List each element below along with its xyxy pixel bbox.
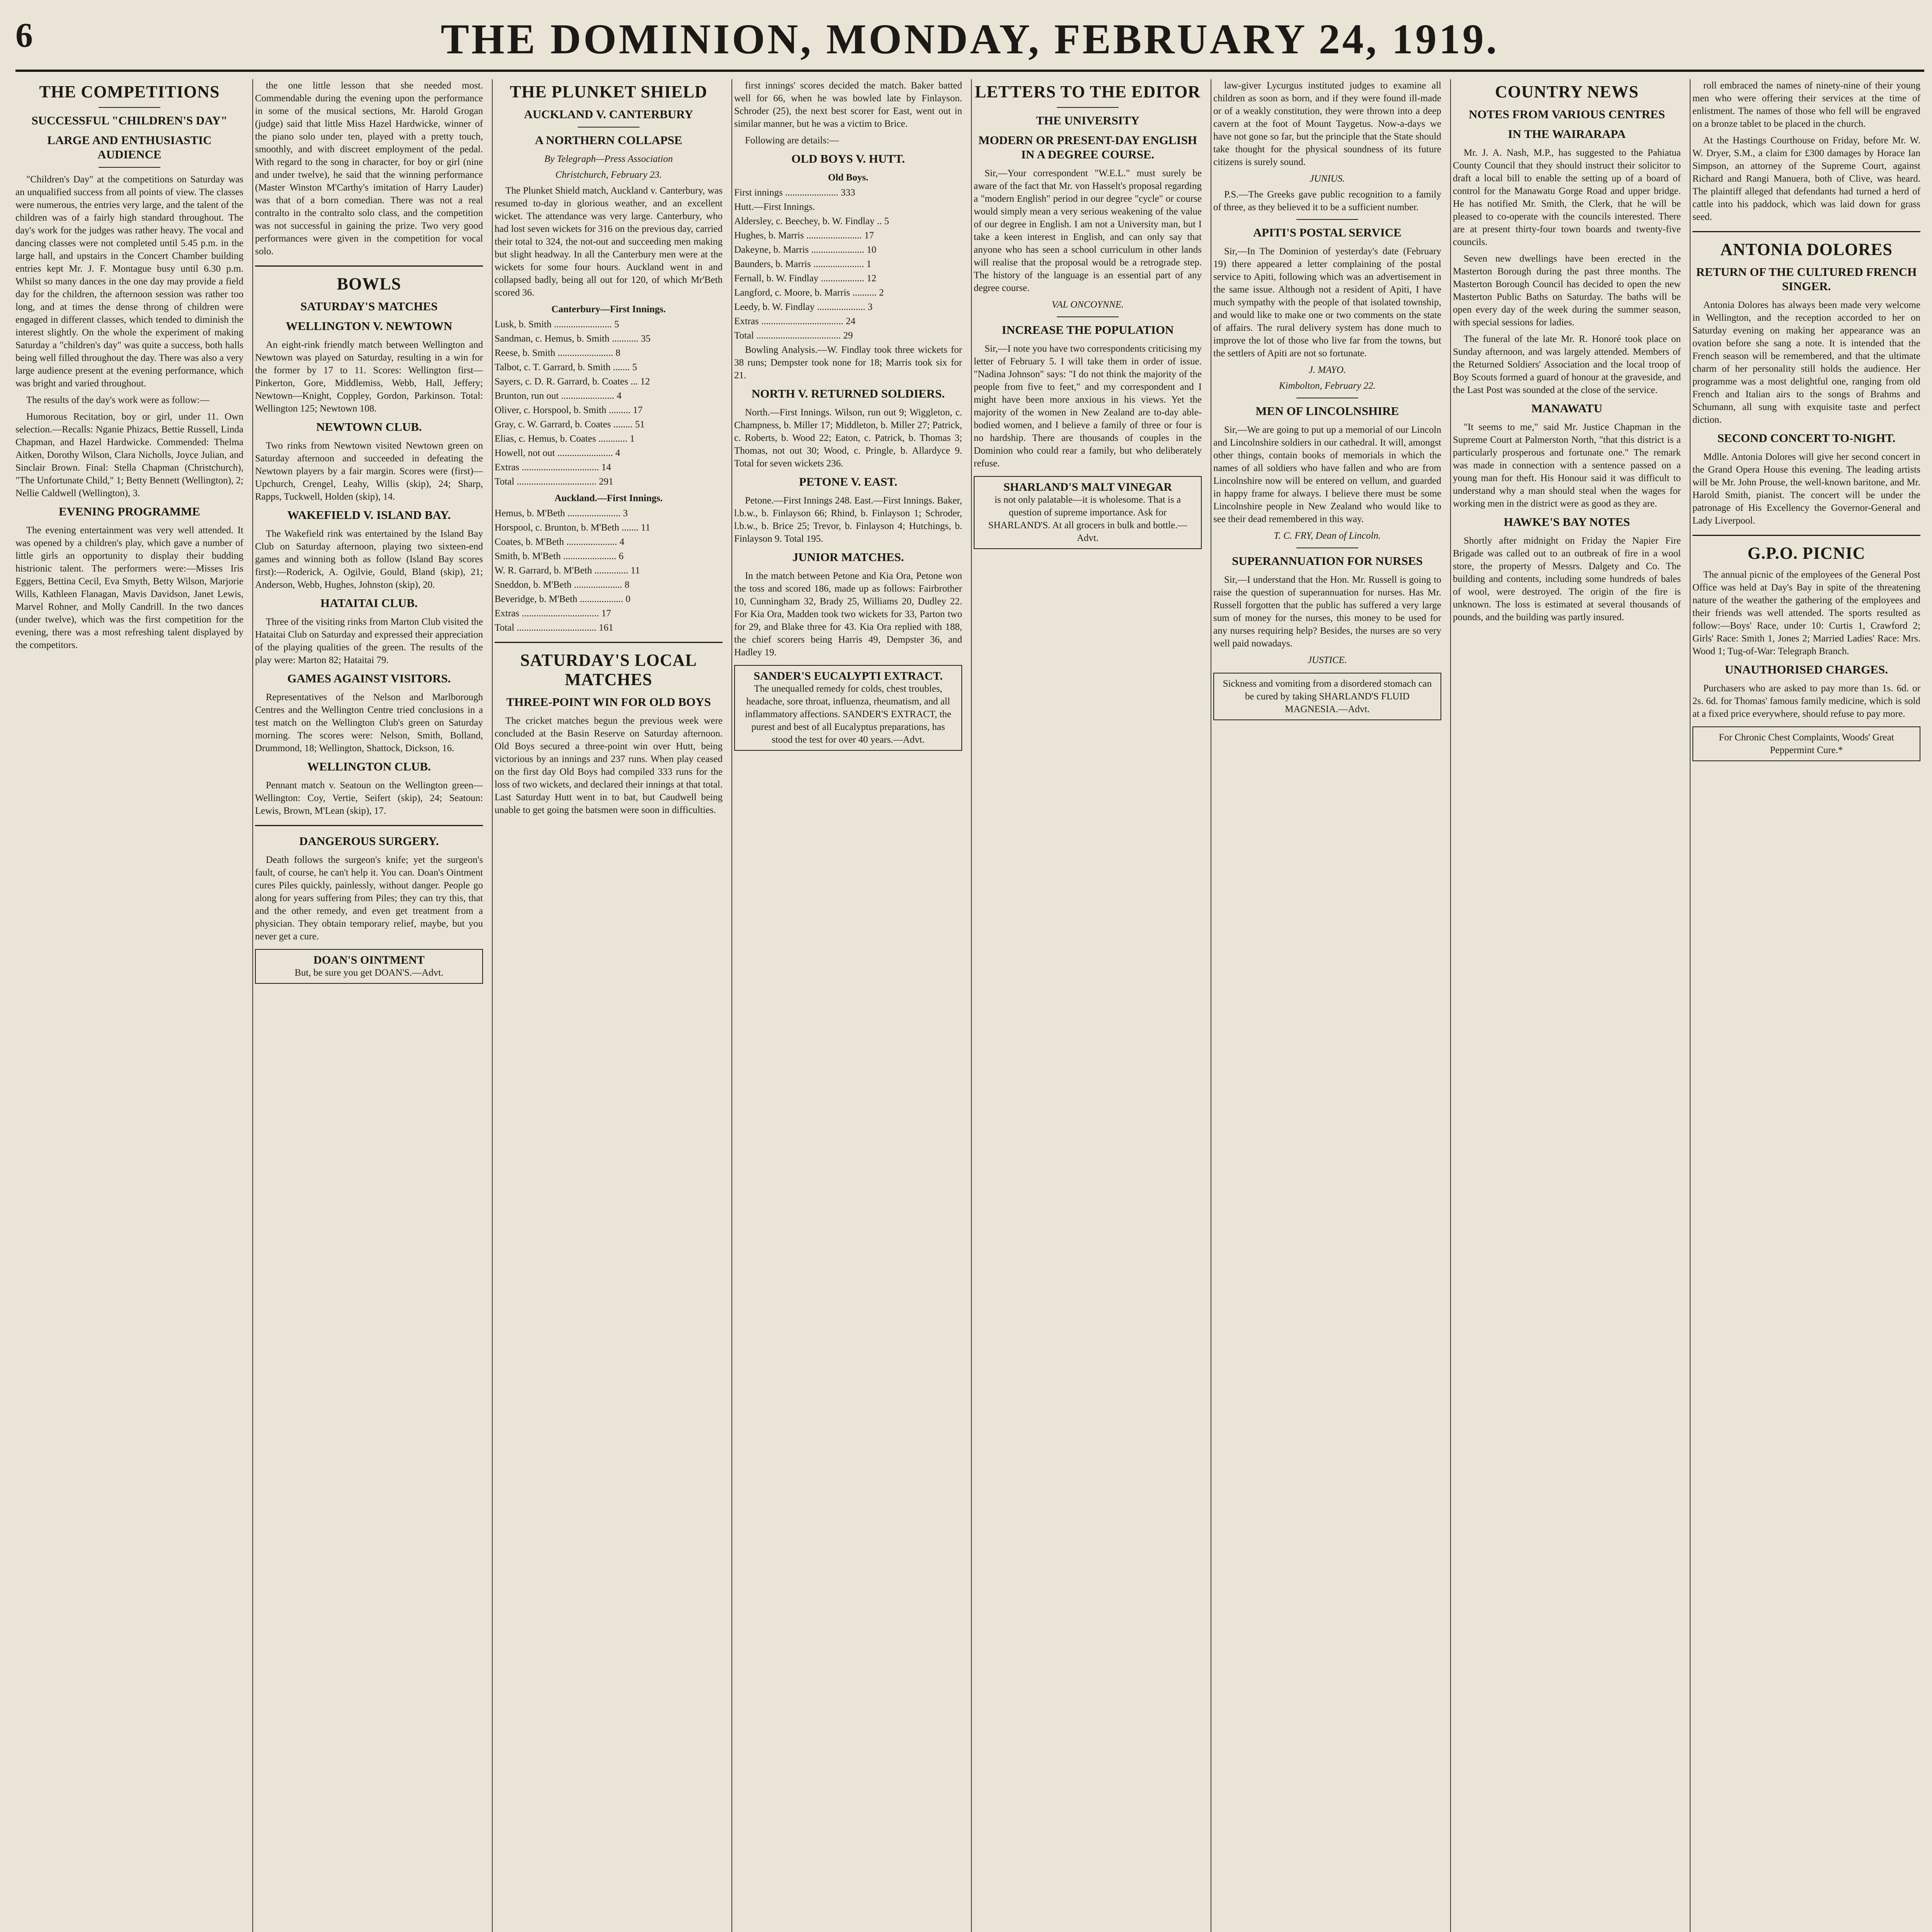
scorecard-line: Sneddon, b. M'Beth .................... 8 bbox=[495, 580, 629, 590]
masthead bbox=[15, 12, 1924, 72]
divider bbox=[578, 127, 639, 128]
columns bbox=[15, 79, 1924, 1932]
article-paragraph: The Plunket Shield match, Auckland v. Canterbury, was resumed to-day in glorious weather, and an excellent wicket. The attendance was very large. Canterbury, who had lost seven wickets for 316 on the previous day, carried their total to 324, the not-out and succeeding men making but slight headway. In all the Canterbury men were at the wickets for some four hours. Auckland went in and collapsed badly, being all out for 120, of which Mr'Beth scored 36. bbox=[495, 185, 723, 298]
plunket-subheading: AUCKLAND V. CANTERBURY bbox=[524, 107, 693, 121]
article-paragraph: Purchasers who are asked to pay more than 1s. 6d. or 2s. 6d. for Thomas' famous family medicine, which is sold at a fixed price everywhere, should refuse to pay more. bbox=[1692, 683, 1920, 719]
letter-heading: THE UNIVERSITY bbox=[1036, 114, 1139, 127]
scorecard-line: W. R. Garrard, b. M'Beth .............. 11 bbox=[495, 565, 640, 576]
article-paragraph: Death follows the surgeon's knife; yet the surgeon's fault, of course, he can't help it. You can. Doan's Ointment cures Piles quickly, painlessly, without danger. People go along for years suffering from Piles; they can try this, that and the other remedy, and even get treatment from a physician. They obtain temporary relief, maybe, but you never get a cure. bbox=[255, 855, 483, 942]
scorecard-heading: Auckland.—First Innings. bbox=[554, 493, 663, 503]
divider bbox=[1692, 231, 1920, 232]
club-heading: NEWTOWN CLUB. bbox=[316, 420, 422, 434]
club-heading: GAMES AGAINST VISITORS. bbox=[287, 672, 451, 685]
newspaper-page bbox=[15, 12, 1924, 1932]
letter-heading: APITI'S POSTAL SERVICE bbox=[1253, 226, 1402, 239]
letter-signature: JUSTICE. bbox=[1307, 655, 1347, 665]
article-paragraph: The results of the day's work were as follow:— bbox=[26, 395, 209, 405]
region-heading: HAWKE'S BAY NOTES bbox=[1503, 515, 1630, 529]
scorecard-line: Elias, c. Hemus, b. Coates ............ 1 bbox=[495, 434, 635, 444]
scorecard-line: Aldersley, c. Beechey, b. W. Findlay .. 5 bbox=[734, 216, 889, 226]
divider bbox=[99, 107, 160, 108]
scorecard-line: Howell, not out ....................... 4 bbox=[495, 448, 620, 458]
scorecard-line: Leedy, b. W. Findlay .................... 3 bbox=[734, 302, 873, 312]
letter-paragraph: law-giver Lycurgus instituted judges to examine all children as soon as born, and if they were found ill-made or of a weakly constitution, they were thrown into a deep cavern at the foot of Mount Taygetus. Now-a-days we have not gone so far, but the principle that the State should take thought for the physical soundness of its future citizens is surely sound. bbox=[1213, 80, 1441, 167]
column-rule bbox=[1450, 79, 1451, 1932]
column-8 bbox=[1692, 79, 1920, 1932]
scorecard-line: Coates, b. M'Beth ..................... 4 bbox=[495, 537, 624, 547]
column-3 bbox=[495, 79, 723, 1932]
article-paragraph: The annual picnic of the employees of the General Post Office was held at Day's Bay in spite of the threatening nature of the weather the gathering of the employees and their friends was well attended. The sports resulted as follow:—Boys' Race, under 10: Curtis 1, Crawford 2; Girls' Race: Smith 1, Jones 2; Married Ladies' Race: Mrs. Wood 1; Tug-of-War: Telegraph Branch. bbox=[1692, 570, 1920, 656]
letter-place: Kimbolton, February 22. bbox=[1279, 381, 1376, 391]
article-paragraph: Following are details:— bbox=[745, 135, 839, 146]
letter-paragraph: Sir,—I understand that the Hon. Mr. Russell is going to raise the question of superannuation for nurses. Has Mr. Russell forgotten that the public has suffered a very large sum of money for the nurses, this money to be used for any nurses requiring help? Besides, the nurses are so very well paid nowadays. bbox=[1213, 575, 1441, 649]
divider bbox=[1057, 107, 1119, 108]
page-number: 6 bbox=[15, 16, 33, 54]
article-paragraph: Antonia Dolores has always been made very welcome in Wellington, and the reception accorded to her on Saturday evening on making her appearance was an ovation before she sang a note. It is intended that the French season will be remembered, and that the ultimate charm of her personality still holds the audience. Her programme was a most delightful one, ranging from old French and Italian airs to the songs of Brahms and Schumann, all sung with exquisite taste and perfect diction. bbox=[1692, 300, 1920, 425]
article-paragraph: North.—First Innings. Wilson, run out 9; Wiggleton, c. Champness, b. Miller 17; Middleton, b. Miller 27; Patrick, c. Roberts, b. Wood 22; Eaton, c. Patrick, b. Thomas 3; Thomas, not out 30; Wood, c. Pringle, b. Allardyce 9. Total for seven wickets 236. bbox=[734, 407, 962, 469]
ad-body: For Chronic Chest Complaints, Woods' Great Peppermint Cure.* bbox=[1719, 732, 1894, 755]
article-paragraph: Petone.—First Innings 248. East.—First Innings. Baker, l.b.w., b. Finlayson 66; Rhind, b. Finlayson 1; Schroder, l.b.w., b. Brice 25; Trevor, b. Finlayson 4; Hutchings, b. Finlayson 9. Total 195. bbox=[734, 495, 962, 544]
letter-signature: T. C. FRY, Dean of Lincoln. bbox=[1274, 531, 1381, 541]
article-paragraph: Mr. J. A. Nash, M.P., has suggested to the Pahiatua County Council that they should instruct their solicitor to draft a local bill to enable the setting up of a board of control for the Manawatu Gorge Road and upper bridge. He has notified Mr. Smith, the Clerk, that he will be pleased to co-operate with the councils interested. There are at present thirty-four town boards and twenty-five councils. bbox=[1453, 148, 1681, 247]
article-paragraph: Mdlle. Antonia Dolores will give her second concert in the Grand Opera House this evening. The leading artists will be Mr. John Prouse, the well-known baritone, and Mr. Harold Smith, pianist. The concert will be under the patronage of His Excellency the Governor-General and Lady Liverpool. bbox=[1692, 452, 1920, 526]
article-paragraph: An eight-rink friendly match between Wellington and Newtown was played on Saturday, resulting in a win for the former by 17 to 11. Scores: Wellington first—Pinkerton, Gore, Middlemiss, Webb, Hall, Jeffery; Newtown—Knight, Coppley, Gordon, Parkinson. Total: Wellington 125; Newtown 108. bbox=[255, 340, 483, 414]
plunket-subheading-2: A NORTHERN COLLAPSE bbox=[535, 133, 682, 147]
divider bbox=[495, 642, 723, 643]
competitions-subheading: SUCCESSFUL "CHILDREN'S DAY" bbox=[31, 114, 228, 127]
scorecard-line: Sandman, c. Hemus, b. Smith ........... 35 bbox=[495, 333, 651, 344]
divider bbox=[255, 265, 483, 267]
column-rule bbox=[971, 79, 972, 1932]
letter-paragraph: Sir,—Your correspondent "W.E.L." must surely be aware of the fact that Mr. von Hasselt's proposal regarding a "modern English" period in our degree "cycle" or course would simply mean a very serious weakening of the value of our degree in English. I am not a University man, but I take a keen interest in English, and can only say that anyone who has seen a school curriculum in other lands will realise that the proposal would be a retrograde step. The history of the language is an essential part of any degree course. bbox=[974, 168, 1202, 293]
column-5 bbox=[974, 79, 1202, 1932]
bowls-heading: BOWLS bbox=[337, 274, 401, 293]
divider bbox=[1057, 316, 1119, 317]
gpo-heading: G.P.O. PICNIC bbox=[1747, 544, 1866, 563]
divider bbox=[1296, 219, 1358, 220]
dolores-heading: ANTONIA DOLORES bbox=[1720, 240, 1893, 259]
advertisement bbox=[1213, 673, 1441, 720]
article-paragraph: Three of the visiting rinks from Marton Club visited the Hataitai Club on Saturday and expressed their appreciation of the playing qualities of the green. The results of the play were: Marton 82; Hataitai 79. bbox=[255, 617, 483, 665]
country-news-heading: COUNTRY NEWS bbox=[1495, 82, 1639, 101]
article-paragraph: The cricket matches begun the previous week were concluded at the Basin Reserve on Saturday afternoon. Old Boys secured a three-point win over Hutt, being victorious by an innings and 237 runs. When play ceased on the first day Old Boys had compiled 333 runs for the loss of two wickets, and declared their innings at that total. Last Saturday Hutt went in to bat, but Caudwell being unable to get going the batsmen were soon in difficulties. bbox=[495, 716, 723, 815]
scorecard-line: Total ................................... 29 bbox=[734, 330, 853, 341]
club-heading: WAKEFIELD V. ISLAND BAY. bbox=[287, 508, 451, 522]
letter-paragraph: P.S.—The Greeks gave public recognition to a family of three, as they believed it to be a sufficient number. bbox=[1213, 189, 1441, 213]
club-heading: WELLINGTON CLUB. bbox=[307, 760, 431, 773]
article-paragraph: Shortly after midnight on Friday the Napier Fire Brigade was called out to an outbreak of fire in a wool store, the property of Messrs. Dalgety and Co. The building and contents, including some hundreds of bales of wool, were destroyed. The origin of the fire is unknown. The loss is estimated at several thousands of pounds, and the building was partly insured. bbox=[1453, 536, 1681, 622]
evening-heading: EVENING PROGRAMME bbox=[59, 505, 200, 518]
ad-title: SANDER'S EUCALYPTI EXTRACT. bbox=[753, 670, 943, 682]
divider bbox=[99, 167, 160, 168]
competitions-subheading-2: LARGE AND ENTHUSIASTIC AUDIENCE bbox=[47, 133, 212, 161]
article-paragraph: "Children's Day" at the competitions on Saturday was an unqualified success from all points of view. The classes were numerous, the entries very large, and the talent of the children was of a fairly high standard throughout. The day's work for the judges was rather heavy. The vocal and dancing classes were not completed until 5.45 p.m. in the large hall, and upstairs in the Concert Chamber building entries kept Mr. J. F. Montague busy until 6.30 p.m. Whilst so many dances in the one day may provide a field day for the children, the afternoon session was rather too long, and at times the dense throng of children were engaged in different classes, which tended to diminish the interest slightly. On the whole the experiment of making Saturday a "children's day" was quite a success, both halls being well filled throughout the day. There was also a very large audience present at the evening performance, which was bright and varied throughout. bbox=[15, 174, 243, 389]
charges-heading: UNAUTHORISED CHARGES. bbox=[1725, 663, 1888, 676]
column-2 bbox=[255, 79, 483, 1932]
column-7 bbox=[1453, 79, 1681, 1932]
letter-heading: SUPERANNUATION FOR NURSES bbox=[1232, 554, 1423, 568]
ad-body: Sickness and vomiting from a disordered stomach can be cured by taking SHARLAND'S FLUID MAGNESIA.—Advt. bbox=[1223, 679, 1432, 714]
scorecard-line: Extras ................................ 14 bbox=[495, 462, 611, 473]
bowls-match-heading: WELLINGTON V. NEWTOWN bbox=[286, 319, 452, 333]
scorecard-line: Hutt.—First Innings. bbox=[734, 202, 815, 212]
divider bbox=[1692, 535, 1920, 536]
article-paragraph: The evening entertainment was very well attended. It was opened by a children's play, which gave a number of little girls an opportunity to display their budding histrionic talent. The performers were:—Misses Iris Eggers, Bettina Cecil, Eva Smyth, Betty Wilson, Marjorie Wills, Kathleen Flanagan, Mavis Davidson, Janet Lewis, Marvel Rohner, and Molly Candrill. In the two dances (under twelve), which was the first competition for the evening, there was a most refreshing talent displayed by the competitors. bbox=[15, 525, 243, 650]
article-paragraph: "It seems to me," said Mr. Justice Chapman in the Supreme Court at Palmerston North, "that this district is a particularly prosperous and fortunate one." The remark was made in connection with a sentence passed on a young man for theft. His Honour said it was difficult to understand why a man should steal when the wages for working men in the district were as good as they are. bbox=[1453, 422, 1681, 509]
plunket-heading: THE PLUNKET SHIELD bbox=[510, 82, 707, 101]
ad-title: SHARLAND'S MALT VINEGAR bbox=[1003, 481, 1172, 493]
column-4 bbox=[734, 79, 962, 1932]
surgery-heading: DANGEROUS SURGERY. bbox=[299, 834, 439, 848]
bowls-subheading: SATURDAY'S MATCHES bbox=[300, 299, 438, 313]
scorecard-line: Gray, c. W. Garrard, b. Coates ........ 51 bbox=[495, 419, 645, 430]
article-paragraph: Bowling Analysis.—W. Findlay took three wickets for 38 runs; Dempster took none for 18; Marris took six for 21. bbox=[734, 345, 962, 381]
article-paragraph: Humorous Recitation, boy or girl, under 11. Own selection.—Recalls: Nganie Phizacs, Bettie Russell, Linda Chapman, and Hazel Hardwicke. Commended: Thelma Aitken, Dorothy Wilson, Clara Nicholls, Joyce Julian, and Sinclair Brown. Final: Stella Chapman (Christchurch), "The Unfortunate Child," 1; Betty Bennett (Wellington), 2; Nellie Caldwell (Wellington), 3. bbox=[15, 412, 243, 498]
scorecard-line: Dakeyne, b. Marris ...................... 10 bbox=[734, 245, 876, 255]
byline: By Telegraph—Press Association bbox=[544, 154, 673, 164]
scorecard-line: Sayers, c. D. R. Garrard, b. Coates ... 12 bbox=[495, 376, 650, 387]
scorecard-line: Lusk, b. Smith ........................ 5 bbox=[495, 319, 619, 330]
scorecard-heading: Canterbury—First Innings. bbox=[551, 304, 666, 315]
scorecard-line: Reese, b. Smith ....................... 8 bbox=[495, 348, 621, 358]
scorecard-line: Oliver, c. Horspool, b. Smith ......... 17 bbox=[495, 405, 643, 415]
article-paragraph: the one little lesson that she needed most. Commendable during the evening upon the performance in some of the musical sections, Mr. Harold Grogan (judge) said that little Miss Hazel Hardwicke, winner of the piano solo under ten, played with a pretty touch, smoothly, and with discreet employment of the pedal. With regard to the song in character, for boy or girl (nine and under twelve), he said that the winning performance (Master Winston M'Carthy's imitation of Harry Lauder) was that of a born comedian. There was not a real contralto in the contralto solo class, and the competition was not successful in gaining the prize. Two very good performances were given in the competition for vocal solo. bbox=[255, 80, 483, 257]
team-heading: Old Boys. bbox=[828, 172, 869, 183]
scorecard-line: Total ................................. 161 bbox=[495, 622, 614, 633]
article-paragraph: The funeral of the late Mr. R. Honoré took place on Sunday afternoon, and was largely attended. Members of the Returned Soldiers' Association and the local troop of Boy Scouts formed a guard of honour at the graveside, and the Last Post was sounded at the close of the service. bbox=[1453, 334, 1681, 395]
letter-signature: JUNIUS. bbox=[1310, 173, 1345, 184]
letter-paragraph: Sir,—In The Dominion of yesterday's date (February 19) there appeared a letter complaining of the postal service to Apiti, following which was an advertisement in the same issue. Although not a resident of Apiti, I have much sympathy with the people of that isolated township, and would like to make one or two comments on the state of affairs. The rural delivery system has done much to improve the lot of those who live far from the towns, but the settlers of Apiti are not so fortunate. bbox=[1213, 246, 1441, 359]
divider bbox=[255, 825, 483, 826]
ad-title: DOAN'S OINTMENT bbox=[313, 954, 425, 966]
advertisement bbox=[974, 476, 1202, 549]
scorecard-line: Brunton, run out ...................... 4 bbox=[495, 391, 622, 401]
article-paragraph: The Wakefield rink was entertained by the Island Bay Club on Saturday afternoon, playing two sixteen-end games and winning both as follow (Island Bay scores first):—Roderick, A. Ogilvie, Gould, Bland (skip), 21; Anderson, Webb, Hughes, Johnston (skip), 20. bbox=[255, 529, 483, 590]
match-heading: OLD BOYS V. HUTT. bbox=[791, 152, 905, 165]
junior-heading: JUNIOR MATCHES. bbox=[792, 550, 904, 564]
article-paragraph: At the Hastings Courthouse on Friday, before Mr. W. W. Dryer, S.M., a claim for £300 damages by Horace Ian Simpson, an attorney of the Supreme Court, against Richard and Rangi Manuera, both of Clive, was heard. The plaintiff alleged that defendants had turned a herd of cattle into his paddock, which was laid down for grass seed. bbox=[1692, 135, 1920, 222]
concert-heading: SECOND CONCERT TO-NIGHT. bbox=[1717, 431, 1896, 445]
scorecard-line: Beveridge, b. M'Beth .................. 0 bbox=[495, 594, 631, 604]
scorecard-line: Fernall, b. W. Findlay .................. 12 bbox=[734, 273, 877, 284]
column-6 bbox=[1213, 79, 1441, 1932]
article-paragraph: In the match between Petone and Kia Ora, Petone won the toss and scored 186, made up as follows: Fairbrother 10, Cunningham 32, Brady 25, Williams 20, Dudley 22. For Kia Ora, Madden took two wickets for 33, Parton two for 29, and Blake three for 43. Kia Ora replied with 188, the chief scorers being Harris 49, Dempster 36, and Hadley 19. bbox=[734, 571, 962, 658]
letter-paragraph: Sir,—We are going to put up a memorial of our Lincoln and Lincolnshire soldiers in our cathedral. It will, amongst other things, contain books of memorials in which the names of all soldiers who have fallen and who are from Lincolnshire now will be entered on vellum, and guarded in happy frame for always. I believe there must be some Lincolnshire people in New Zealand who would like to see their dead remembered in this way. bbox=[1213, 425, 1441, 524]
column-rule bbox=[731, 79, 732, 1932]
column-rule bbox=[252, 79, 253, 1932]
scorecard-line: First innings ...................... 333 bbox=[734, 187, 855, 198]
club-heading: HATAITAI CLUB. bbox=[320, 596, 418, 610]
region-heading: MANAWATU bbox=[1531, 401, 1602, 415]
letter-subheading: MODERN OR PRESENT-DAY ENGLISH IN A DEGREE COURSE. bbox=[978, 133, 1197, 161]
scorecard-line: Smith, b. M'Beth ...................... 6 bbox=[495, 551, 624, 561]
region-heading: IN THE WAIRARAPA bbox=[1508, 127, 1626, 141]
letter-signature: VAL ONCOYNNE. bbox=[1051, 299, 1124, 310]
article-paragraph: Seven new dwellings have been erected in the Masterton Borough during the past three months. The Masterton Borough Council has decided to open the new Masterton Public Baths on Saturday. The baths will be open every day of the week during the summer season, with special sessions for ladies. bbox=[1453, 253, 1681, 328]
scorecard-line: Hemus, b. M'Beth ...................... 3 bbox=[495, 508, 628, 519]
article-paragraph: Two rinks from Newtown visited Newtown green on Saturday afternoon and succeeded in defeating the Newtown players by a fair margin. Scores were (first)—Upchurch, Crengel, Leahy, Willis (skip), 24; Sharp, Rapps, Tuckwell, Holden (skip), 14. bbox=[255, 440, 483, 502]
article-paragraph: roll embraced the names of ninety-nine of their young men who were offering their services at the time of enlistment. The names of those who fell will be engraved on a bronze tablet to be placed in the church. bbox=[1692, 80, 1920, 129]
advertisement bbox=[255, 949, 483, 984]
letter-paragraph: Sir,—I note you have two correspondents criticising my letter of February 5. I will take them in order of issue. "Nadina Johnson" says: "I do not think the majority of the people from five to feet," and my correspondent and I might have been more anxious in his views. Yet the majority of the women in New Zealand are to-day able-bodied women, and I believe a family of three or four is no hardship. There are thousands of couples in the Dominion who could rear a family, but who deliberately refuse. bbox=[974, 344, 1202, 469]
scorecard-line: Baunders, b. Marris ..................... 1 bbox=[734, 259, 871, 269]
article-paragraph: Representatives of the Nelson and Marlborough Centres and the Wellington Centre tried conclusions in a test match on the Wellington Club's green on Saturday morning. The scores were: Nelson, Smith, Bolland, Drummond, 18; Wellington, Shattock, Dickson, 16. bbox=[255, 692, 483, 753]
letters-heading: LETTERS TO THE EDITOR bbox=[975, 82, 1201, 101]
advertisement bbox=[734, 665, 962, 751]
local-matches-heading: SATURDAY'S LOCAL MATCHES bbox=[520, 651, 697, 689]
ad-body: The unequalled remedy for colds, chest troubles, headache, sore throat, influenza, rheumatism, and all inflammatory affections. SANDER'S EXTRACT, the purest and best of all Eucalyptus preparations, has stood the test for over 40 years.—Advt. bbox=[745, 684, 952, 745]
column-rule bbox=[492, 79, 493, 1932]
newspaper-title: THE DOMINION, MONDAY, FEBRUARY 24, 1919. bbox=[440, 15, 1499, 63]
scorecard-line: Extras .................................. 24 bbox=[734, 316, 855, 327]
scorecard-line: Extras ................................ 17 bbox=[495, 608, 611, 619]
dolores-subheading: RETURN OF THE CULTURED FRENCH SINGER. bbox=[1696, 265, 1917, 293]
match-heading: NORTH V. RETURNED SOLDIERS. bbox=[752, 387, 945, 400]
ad-body: But, be sure you get DOAN'S.—Advt. bbox=[294, 968, 444, 978]
article-paragraph: Pennant match v. Seatoun on the Wellington green—Wellington: Coy, Vertie, Seifert (skip), 24; Seatoun: Lewis, Brown, M'Lean (skip), 17. bbox=[255, 780, 483, 816]
local-matches-subheading: THREE-POINT WIN FOR OLD BOYS bbox=[506, 695, 711, 709]
scorecard-line: Total ................................. 291 bbox=[495, 476, 614, 487]
dateline: Christchurch, February 23. bbox=[555, 170, 662, 180]
scorecard-line: Horspool, c. Brunton, b. M'Beth ....... 11 bbox=[495, 522, 650, 533]
advertisement bbox=[1692, 726, 1920, 761]
article-paragraph: first innings' scores decided the match. Baker batted well for 66, when he was bowled late by Finlayson. Schroder (25), the next best scorer for East, went out in similar manner, but he was a victim to Brice. bbox=[734, 80, 962, 129]
letter-heading: INCREASE THE POPULATION bbox=[1002, 323, 1174, 337]
ad-body: is not only palatable—it is wholesome. That is a question of supreme importance. Ask for SHARLAND'S. At all grocers in bulk and bottle.—Advt. bbox=[988, 495, 1187, 543]
competitions-heading: THE COMPETITIONS bbox=[39, 82, 220, 101]
letter-signature: J. MAYO. bbox=[1308, 365, 1346, 375]
scorecard-line: Talbot, c. T. Garrard, b. Smith ....... 5 bbox=[495, 362, 637, 372]
column-1 bbox=[15, 79, 243, 1932]
scorecard-line: Langford, c. Moore, b. Marris .......... 2 bbox=[734, 287, 884, 298]
match-heading: PETONE V. EAST. bbox=[799, 475, 898, 488]
scorecard-line: Hughes, b. Marris ....................... 17 bbox=[734, 230, 874, 241]
country-news-subheading: NOTES FROM VARIOUS CENTRES bbox=[1469, 107, 1665, 121]
letter-heading: MEN OF LINCOLNSHIRE bbox=[1255, 404, 1399, 418]
